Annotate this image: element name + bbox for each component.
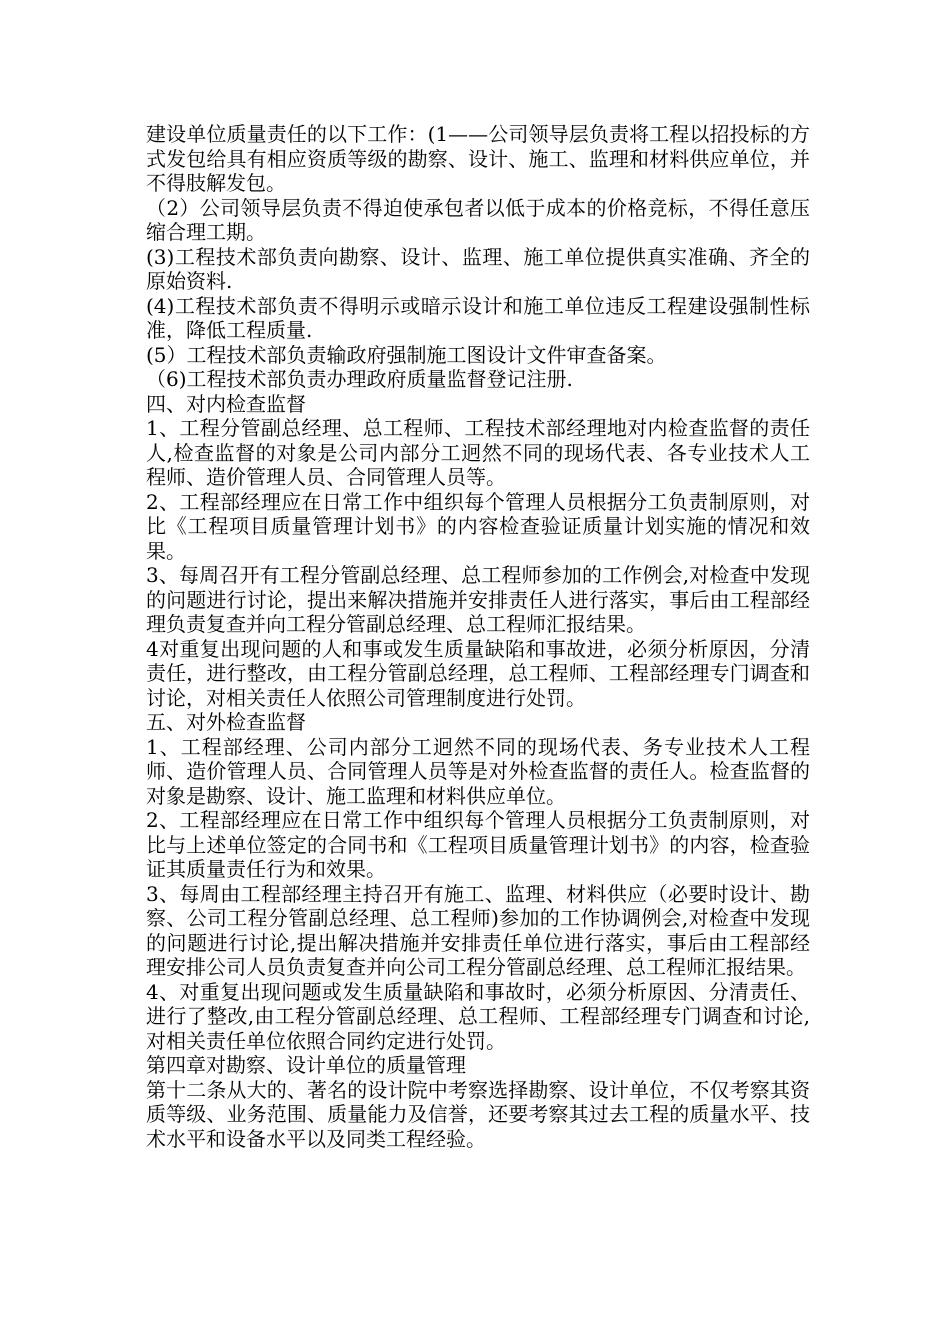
paragraph-item-3: (3)工程技术部负责向勘察、设计、监理、施工单位提供真实准确、齐全的原始资料.: [146, 244, 810, 293]
paragraph-internal-2: 2、工程部经理应在日常工作中组织每个管理人员根据分工负责制原则，对比《工程项目质量管理计划书》的内容检查验证质量计划实施的情况和效果。: [146, 489, 810, 563]
paragraph-external-3: 3、每周由工程部经理主持召开有施工、监理、材料供应（必要时设计、勘察、公司工程分管副总经理、总工程师)参加的工作协调例会,对检查中发现的问题进行讨论,提出解决措施并安排责任单位进行落实，事后由工程部经理安排公司人员负责复查并向公司工程分管副总经理、总工程师汇报结果。: [146, 881, 810, 979]
paragraph-article-12: 第十二条从大的、著名的设计院中考察选择勘察、设计单位，不仅考察其资质等级、业务范围、质量能力及信誉，还要考察其过去工程的质量水平、技术水平和设备水平以及同类工程经验。: [146, 1077, 810, 1151]
paragraph-internal-4: 4对重复出现问题的人和事或发生质量缺陷和事故进，必须分析原因，分清责任，进行整改，由工程分管副总经理，总工程师、工程部经理专门调查和讨论，对相关责任人依照公司管理制度进行处罚。: [146, 636, 810, 710]
paragraph-item-6: （6)工程技术部负责办理政府质量监督登记注册.: [146, 367, 573, 391]
chapter-heading-survey-design: 第四章对勘察、设计单位的质量管理: [146, 1053, 466, 1077]
paragraph-item-4: (4)工程技术部负责不得明示或暗示设计和施工单位违反工程建设强制性标准，降低工程质量.: [146, 293, 810, 342]
paragraph-item-2: （2）公司领导层负责不得迫使承包者以低于成本的价格竞标，不得任意压缩合理工期。: [146, 195, 810, 244]
section-heading-external-inspection: 五、对外检查监督: [146, 710, 306, 734]
paragraph-construction-unit-duties: 建设单位质量责任的以下工作：(1——公司领导层负责将工程以招投标的方式发包给具有相应资质等级的勘察、设计、施工、监理和材料供应单位，并不得肢解发包。: [146, 122, 810, 195]
paragraph-internal-1: 1、工程分管副总经理、总工程师、工程技术部经理地对内检查监督的责任人,检查监督的对象是公司内部分工迥然不同的现场代表、各专业技术人工程师、造价管理人员、合同管理人员等。: [146, 416, 810, 489]
section-heading-internal-inspection: 四、对内检查监督: [146, 391, 306, 416]
paragraph-external-2: 2、工程部经理应在日常工作中组织每个管理人员根据分工负责制原则，对比与上述单位签定的合同书和《工程项目质量管理计划书》的内容，检查验证其质量责任行为和效果。: [146, 808, 810, 881]
paragraph-external-4: 4、对重复出现问题或发生质量缺陷和事故时，必须分析原因、分清责任、进行了整改,由工程分管副总经理、总工程师、工程部经理专门调查和讨论,对相关责任单位依照合同约定进行处罚。: [146, 979, 810, 1053]
paragraph-internal-3: 3、每周召开有工程分管副总经理、总工程师参加的工作例会,对检查中发现的问题进行讨论，提出来解决措施并安排责任人进行落实，事后由工程部经理负责复查并向工程分管副总经理、总工程师汇报结果。: [146, 563, 810, 636]
paragraph-external-1: 1、工程部经理、公司内部分工迥然不同的现场代表、务专业技术人工程师、造价管理人员、合同管理人员等是对外检查监督的责任人。检查监督的对象是勘察、设计、施工监理和材料供应单位。: [146, 734, 810, 808]
paragraph-item-5: (5）工程技术部负责输政府强制施工图设计文件审查备案。: [146, 342, 667, 367]
document-page: [146, 122, 810, 1151]
